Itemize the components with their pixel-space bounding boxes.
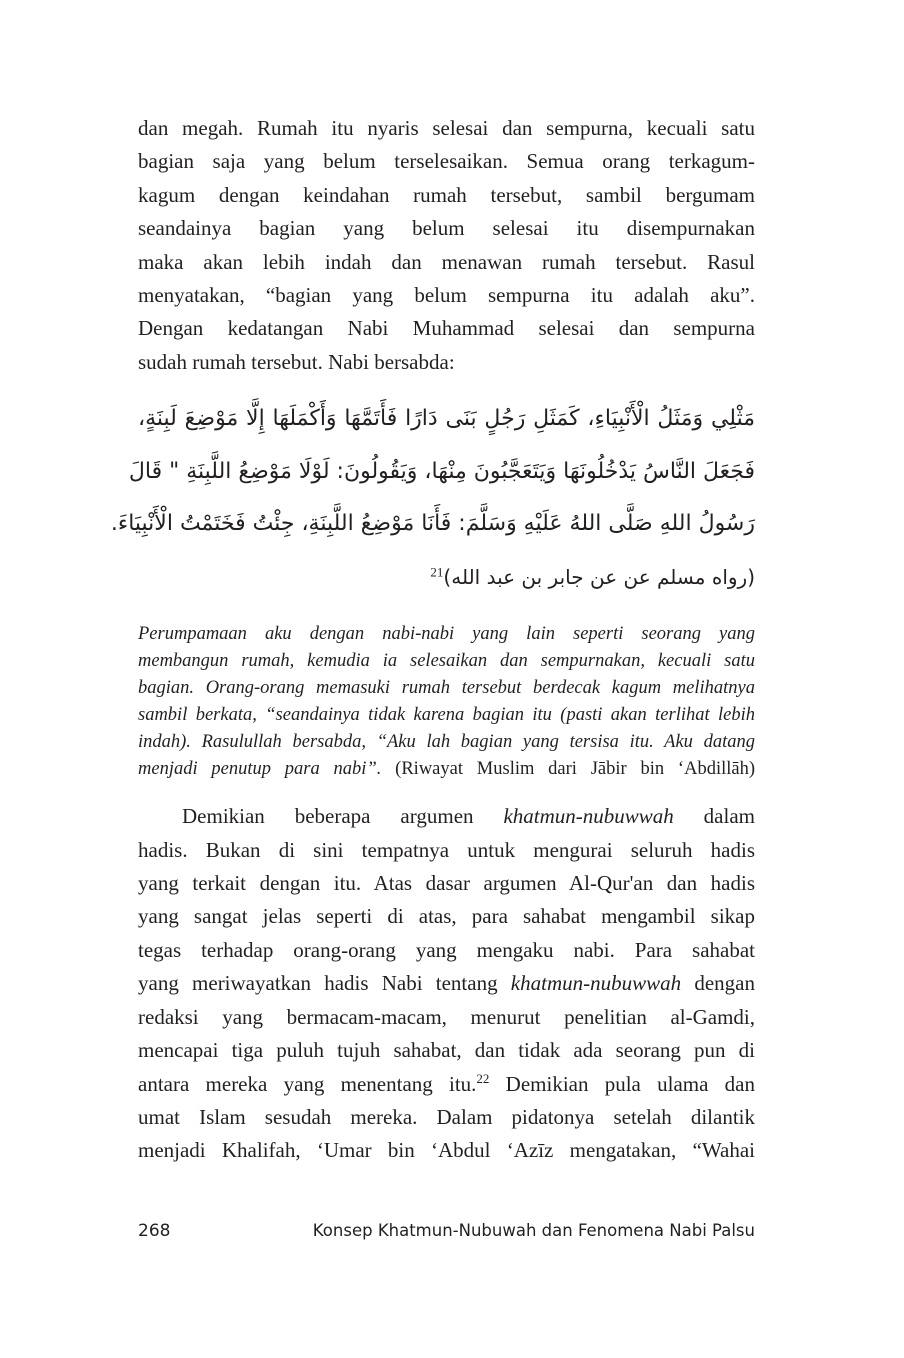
text-line: yang sangat jelas seperti di atas, para sahabat mengambil sikap xyxy=(138,904,755,929)
footnote-ref-21[interactable]: 21 xyxy=(430,564,444,580)
arabic-line: مَثْلِي وَمَثَلُ الْأَنْبِيَاءِ، كَمَثَلِ رَجُلٍ بَنَى دَارًا فَأَتَمَّهَا وَأَكْمَلَهَا إِلَّا مَوْضِعَ لَبِنَةٍ، xyxy=(138,406,755,432)
arabic-line: فَجَعَلَ النَّاسُ يَدْخُلُونَهَا وَيَتَعَجَّبُونَ مِنْهَا، وَيَقُولُونَ: لَوْلَا مَوْضِعُ اللَّبِنَةِ " قَالَ xyxy=(128,458,755,484)
hadith-source-text: (رواه مسلم عن عن جابر بن عبد الله) xyxy=(443,564,755,589)
translation-source: (Riwayat Muslim dari Jābir bin ‘Abdillāh) xyxy=(381,759,755,780)
text-line xyxy=(138,800,755,833)
text-line xyxy=(138,1068,755,1101)
text-segment: dalam xyxy=(673,804,755,829)
translation-line: Perumpamaan aku dengan nabi-nabi yang lain seperti seorang yang xyxy=(138,624,755,645)
translation-line xyxy=(138,756,755,783)
translation-line: bagian. Orang-orang memasuki rumah tersebut berdecak kagum melihatnya xyxy=(138,678,755,699)
hadith-translation xyxy=(138,621,755,783)
hadith-source xyxy=(138,551,755,604)
text-line: menjadi Khalifah, ‘Umar bin ‘Abdul ‘Azīz mengatakan, “Wahai xyxy=(138,1138,755,1163)
text-line: kagum dengan keindahan rumah tersebut, sambil bergumam xyxy=(138,182,755,207)
text-segment: Demikian pula ulama dan xyxy=(489,1071,755,1096)
hadith-arabic-text xyxy=(110,393,755,603)
running-title: Konsep Khatmun-Nubuwah dan Fenomena Nabi Palsu xyxy=(312,1221,755,1240)
text-segment: yang meriwayatkan hadis Nabi tentang xyxy=(138,971,511,996)
translation-line: sambil berkata, “seandainya tidak karena bagian itu (pasti akan terlihat lebih xyxy=(138,705,755,726)
text-line: dan megah. Rumah itu nyaris selesai dan sempurna, kecuali satu xyxy=(138,116,755,140)
text-segment: antara mereka yang menentang itu. xyxy=(138,1071,477,1096)
text-line: umat Islam sesudah mereka. Dalam pidatonya setelah dilantik xyxy=(138,1104,755,1129)
text-line xyxy=(138,967,755,1000)
text-line: tegas terhadap orang-orang yang mengaku nabi. Para sahabat xyxy=(138,937,755,962)
text-line: hadis. Bukan di sini tempatnya untuk mengurai seluruh hadis xyxy=(138,837,755,862)
footnote-ref-22[interactable]: 22 xyxy=(476,1070,490,1086)
term-khatmun-nubuwwah: khatmun-nubuwwah xyxy=(503,804,674,829)
text-line: maka akan lebih indah dan menawan rumah tersebut. Rasul xyxy=(138,249,755,274)
page-number: 268 xyxy=(138,1221,171,1241)
translation-line: indah). Rasulullah bersabda, “Aku lah bagian yang tersisa itu. Aku datang xyxy=(138,732,755,753)
book-page xyxy=(110,112,755,1168)
text-segment: Demikian beberapa argumen xyxy=(182,804,504,829)
text-line: mencapai tiga puluh tujuh sahabat, dan tidak ada seorang pun di xyxy=(138,1038,755,1063)
translation-line: membangun rumah, kemudia ia selesaikan dan sempurnakan, kecuali satu xyxy=(138,651,755,672)
translation-last-italic: menjadi penutup para nabi”. xyxy=(138,759,382,780)
text-line: yang terkait dengan itu. Atas dasar argumen Al-Qur'an dan hadis xyxy=(138,871,755,896)
text-line: sudah rumah tersebut. Nabi bersabda: xyxy=(138,349,455,374)
text-line: seandainya bagian yang belum selesai itu disempurnakan xyxy=(138,216,755,241)
text-segment: dengan xyxy=(681,971,755,996)
text-line: Dengan kedatangan Nabi Muhammad selesai dan sempurna xyxy=(138,316,755,341)
arabic-line: رَسُولُ اللهِ صَلَّى اللهُ عَلَيْهِ وَسَلَّمَ: فَأَنَا مَوْضِعُ اللَّبِنَةِ، جِئْتُ فَخَتَمْتُ الْأَنْبِيَاءَ. xyxy=(110,511,755,537)
text-line: menyatakan, “bagian yang belum sempurna itu adalah aku”. xyxy=(138,283,755,308)
term-khatmun-nubuwwah: khatmun-nubuwwah xyxy=(510,971,682,996)
text-line: redaksi yang bermacam-macam, menurut penelitian al-Gamdi, xyxy=(138,1004,755,1029)
paragraph-argument xyxy=(138,800,755,1167)
text-line: bagian saja yang belum terselesaikan. Semua orang terkagum- xyxy=(138,149,755,174)
paragraph-continuation xyxy=(138,112,755,379)
page-footer xyxy=(138,1221,755,1241)
